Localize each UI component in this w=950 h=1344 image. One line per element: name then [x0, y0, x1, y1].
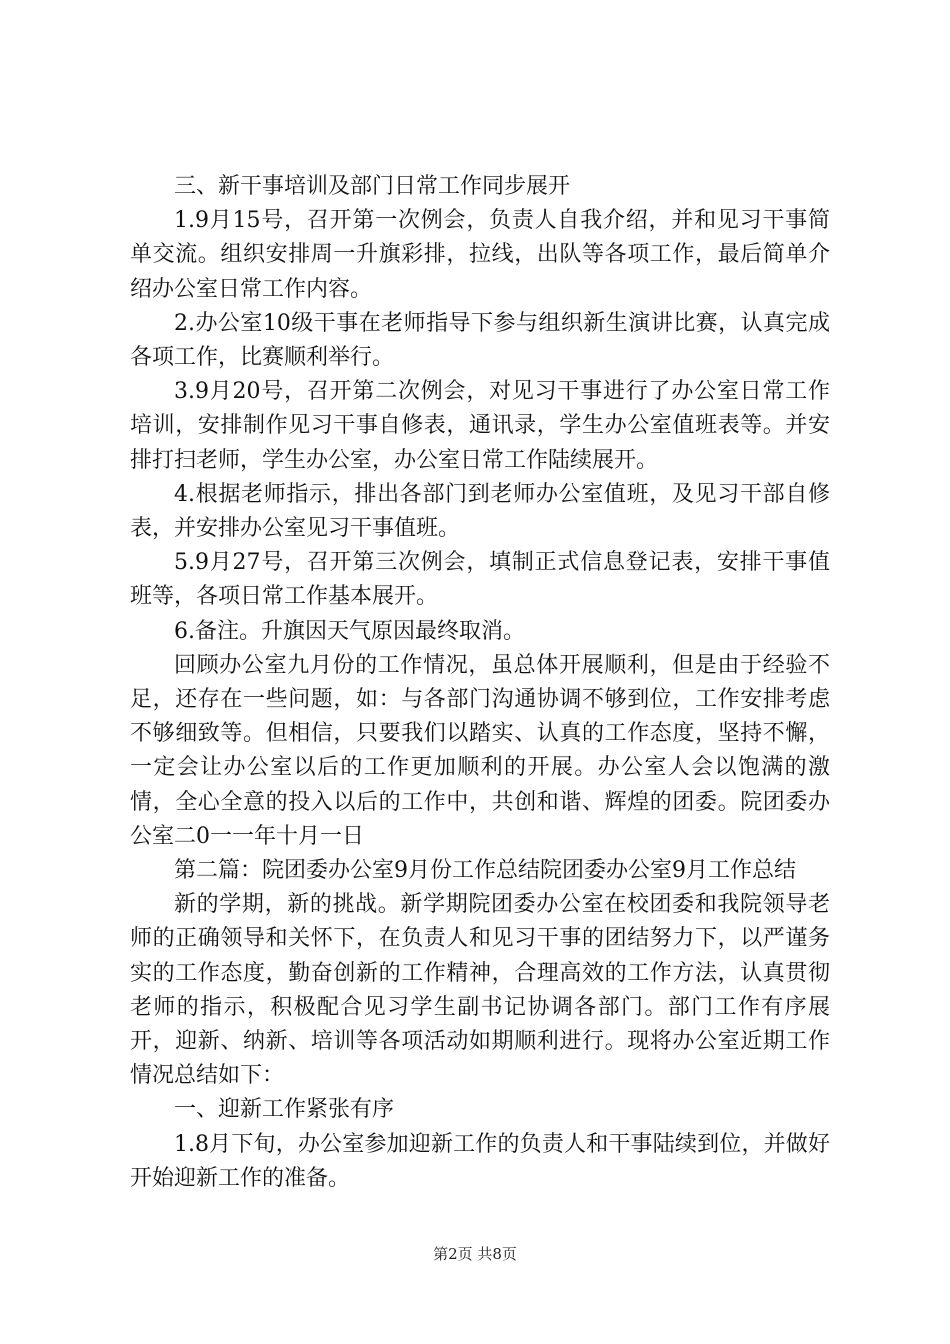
paragraph-item-6: 6.备注。升旗因天气原因最终取消。: [174, 618, 525, 644]
section-heading-welcome-work: 一、迎新工作紧张有序: [174, 1097, 395, 1123]
paragraph-item-4: 4.根据老师指示，排出各部门到老师办公室值班，及见习干部自修表，并安排办公室见习干事值班。: [130, 481, 830, 542]
section-heading-new-staff-training: 三、新干事培训及部门日常工作同步展开: [174, 174, 571, 199]
paragraph-item-5: 5.9月27号，召开第三次例会，填制正式信息登记表，安排干事值班等，各项日常工作基本展开。: [130, 550, 830, 610]
paragraph-welcome-item-1: 1.8月下旬，办公室参加迎新工作的负责人和干事陆续到位，并做好开始迎新工作的准备。: [130, 1131, 830, 1191]
paragraph-review: 回顾办公室九月份的工作情况，虽总体开展顺利，但是由于经验不足，还存在一些问题，如：与各部门沟通协调不够到位，工作安排考虑不够细致等。但相信，只要我们以踏实、认真的工作态度，坚持不懈，一定会让办公室以后的工作更加顺利的开展。办公室人会以饱满的激情，全心全意的投入以后的工作中，共创和谐、辉煌的团委。院团委办公室二0一一年十月一日: [130, 652, 830, 849]
document-body: [130, 170, 830, 1196]
page-number-footer: 第2页 共8页: [433, 1245, 517, 1263]
paragraph-item-3: 3.9月20号，召开第二次例会，对见习干事进行了办公室日常工作培训，安排制作见习干事自修表，通讯录，学生办公室值班表等。并安排打扫老师，学生办公室，办公室日常工作陆续展开。: [130, 379, 830, 473]
chapter-title-part-two: 第二篇：院团委办公室9月份工作总结院团委办公室9月工作总结: [174, 858, 796, 884]
paragraph-item-1: 1.9月15号，召开第一次例会，负责人自我介绍，并和见习干事简单交流。组织安排周一升旗彩排，拉线，出队等各项工作，最后简单介绍办公室日常工作内容。: [130, 208, 830, 302]
paragraph-item-2: 2.办公室10级干事在老师指导下参与组织新生演讲比赛，认真完成各项工作，比赛顺利举行。: [130, 310, 830, 371]
paragraph-intro: 新的学期，新的挑战。新学期院团委办公室在校团委和我院领导老师的正确领导和关怀下，在负责人和见习干事的团结努力下，以严谨务实的工作态度，勤奋创新的工作精神，合理高效的工作方法，认真贯彻老师的指示，积极配合见习学生副书记协调各部门。部门工作有序展开，迎新、纳新、培训等各项活动如期顺利进行。现将办公室近期工作情况总结如下：: [130, 892, 830, 1089]
